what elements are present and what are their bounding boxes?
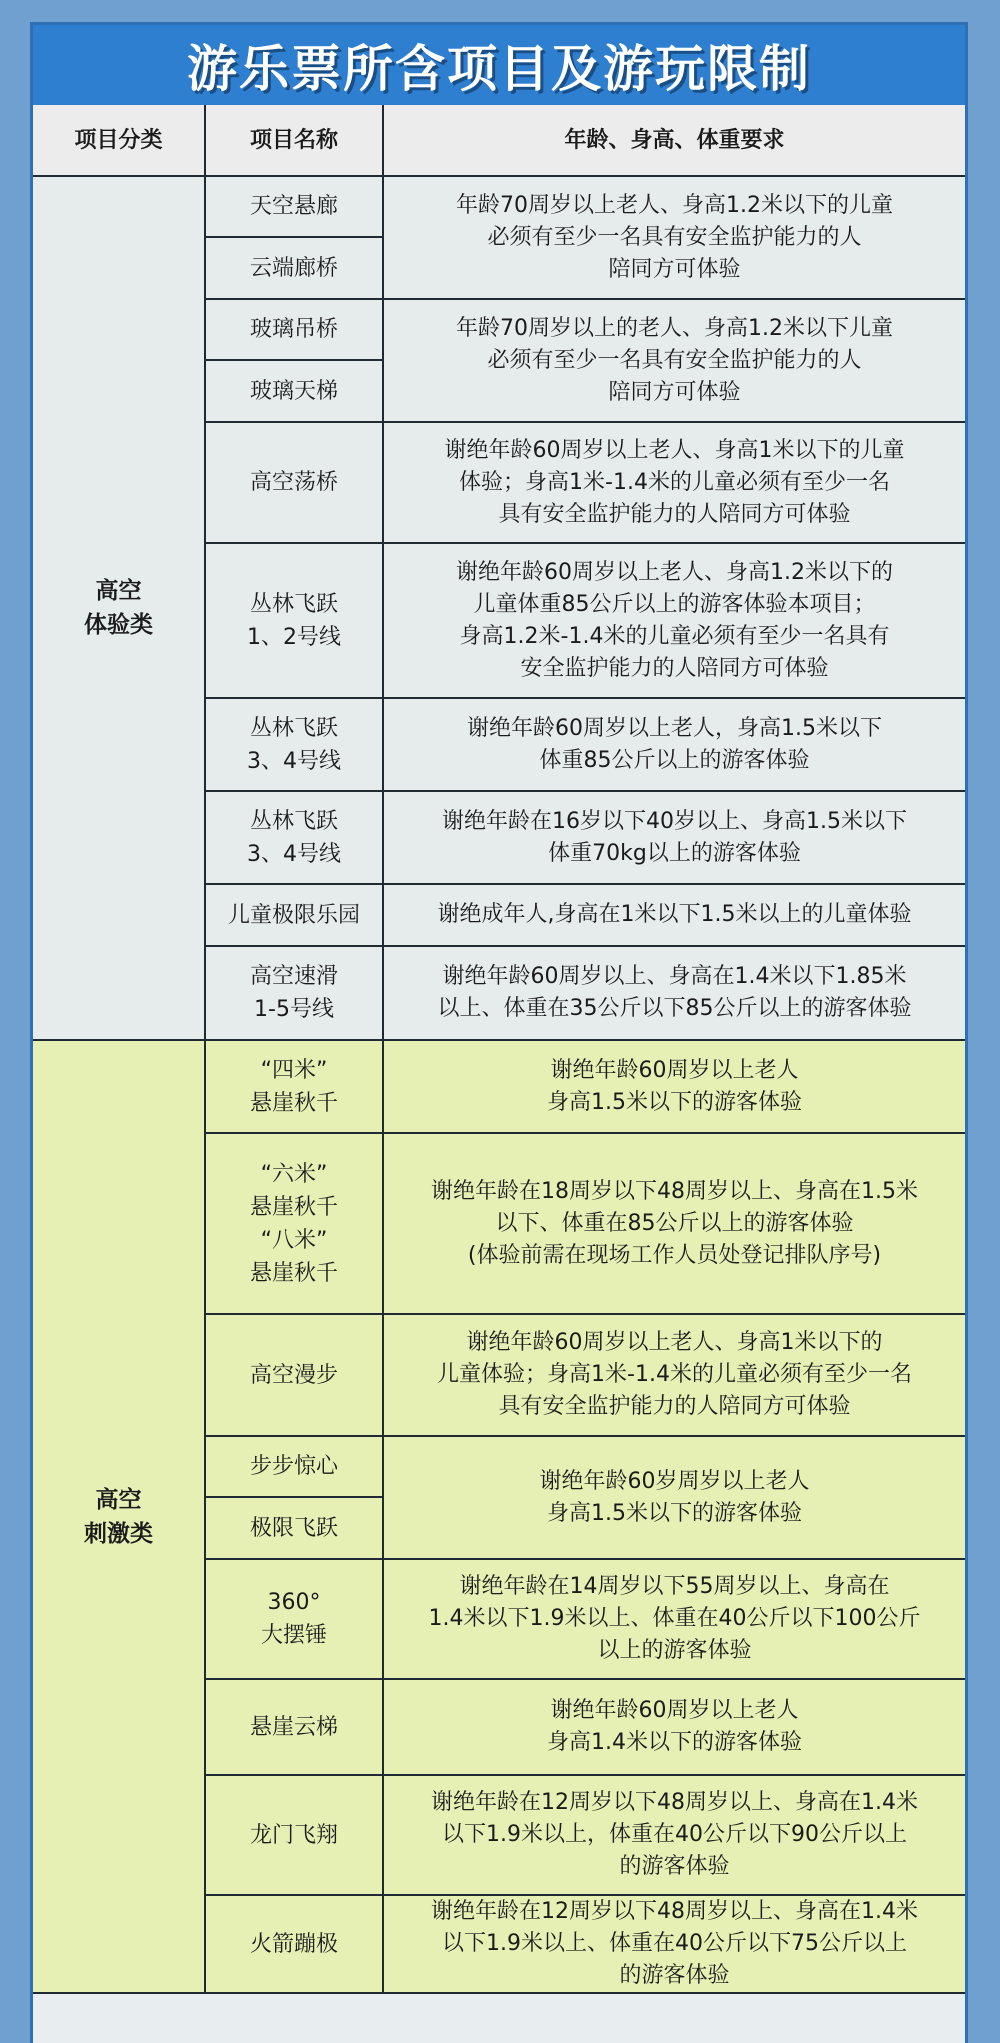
item-name: “四米” 悬崖秋千 bbox=[206, 1041, 384, 1134]
requirement-text: 谢绝年龄在16岁以下40岁以上、身高1.5米以下 体重70kg以上的游客体验 bbox=[384, 792, 965, 885]
title-bar bbox=[33, 25, 965, 105]
requirement-text: 谢绝年龄在12周岁以下48周岁以上、身高在1.4米 以下1.9米以上、体重在40公斤以下75公斤以上 的游客体验 bbox=[384, 1896, 965, 1994]
requirement-text: 谢绝年龄60周岁以上老人、身高1.2米以下的 儿童体重85公斤以上的游客体验本项目； 身高1.2米-1.4米的儿童必须有至少一名具有 安全监护能力的人陪同方可体验 bbox=[384, 544, 965, 699]
item-name: 玻璃天梯 bbox=[206, 361, 384, 423]
requirement-text: 谢绝年龄在12周岁以下48周岁以上、身高在1.4米 以下1.9米以上，体重在40公斤以下90公斤以上 的游客体验 bbox=[384, 1776, 965, 1896]
table-frame bbox=[30, 22, 968, 2043]
category-gaokong-ciji: 高空 刺激类 bbox=[33, 1041, 206, 1994]
requirement-text: 谢绝年龄60周岁以上老人 身高1.4米以下的游客体验 bbox=[384, 1680, 965, 1776]
requirement-text: 谢绝成年人,身高在1米以下1.5米以上的儿童体验 bbox=[384, 885, 965, 947]
item-name: 火箭蹦极 bbox=[206, 1896, 384, 1994]
item-name: 丛林飞跃 1、2号线 bbox=[206, 544, 384, 699]
item-name: 丛林飞跃 3、4号线 bbox=[206, 792, 384, 885]
item-name: 步步惊心 bbox=[206, 1437, 384, 1498]
item-name: 天空悬廊 bbox=[206, 177, 384, 238]
category-gaokong-tiyan: 高空 体验类 bbox=[33, 177, 206, 1041]
header-category: 项目分类 bbox=[33, 105, 206, 177]
requirement-text: 谢绝年龄60周岁以上老人 身高1.5米以下的游客体验 bbox=[384, 1041, 965, 1134]
requirement-text: 年龄70周岁以上老人、身高1.2米以下的儿童 必须有至少一名具有安全监护能力的人 陪同方可体验 bbox=[384, 177, 965, 300]
requirement-text: 谢绝年龄60岁周岁以上老人 身高1.5米以下的游客体验 bbox=[384, 1437, 965, 1560]
item-name: 高空荡桥 bbox=[206, 423, 384, 544]
item-name: 悬崖云梯 bbox=[206, 1680, 384, 1776]
header-name: 项目名称 bbox=[206, 105, 384, 177]
requirement-text: 谢绝年龄60周岁以上老人，身高1.5米以下 体重85公斤以上的游客体验 bbox=[384, 699, 965, 792]
requirement-text: 谢绝年龄60周岁以上老人、身高1米以下的 儿童体验；身高1米-1.4米的儿童必须有至少一名 具有安全监护能力的人陪同方可体验 bbox=[384, 1315, 965, 1437]
requirement-text: 谢绝年龄在18周岁以下48周岁以上、身高在1.5米 以下、体重在85公斤以上的游客体验 (体验前需在现场工作人员处登记排队序号) bbox=[384, 1134, 965, 1315]
item-name: 高空速滑 1-5号线 bbox=[206, 947, 384, 1041]
item-name: 360° 大摆锤 bbox=[206, 1560, 384, 1680]
item-name: 丛林飞跃 3、4号线 bbox=[206, 699, 384, 792]
requirement-text: 年龄70周岁以上的老人、身高1.2米以下儿童 必须有至少一名具有安全监护能力的人 陪同方可体验 bbox=[384, 300, 965, 423]
header-requirement: 年龄、身高、体重要求 bbox=[384, 105, 965, 177]
requirement-text: 谢绝年龄60周岁以上老人、身高1米以下的儿童 体验；身高1米-1.4米的儿童必须有至少一名 具有安全监护能力的人陪同方可体验 bbox=[384, 423, 965, 544]
requirement-text: 谢绝年龄在14周岁以下55周岁以上、身高在 1.4米以下1.9米以上、体重在40公斤以下100公斤 以上的游客体验 bbox=[384, 1560, 965, 1680]
item-name: 云端廊桥 bbox=[206, 238, 384, 300]
item-name: 高空漫步 bbox=[206, 1315, 384, 1437]
page-title: 游乐票所含项目及游玩限制 bbox=[187, 40, 811, 98]
item-name: 极限飞跃 bbox=[206, 1498, 384, 1560]
item-name: 儿童极限乐园 bbox=[206, 885, 384, 947]
restrictions-table bbox=[33, 105, 965, 1994]
item-name: 龙门飞翔 bbox=[206, 1776, 384, 1896]
item-name: “六米” 悬崖秋千 “八米” 悬崖秋千 bbox=[206, 1134, 384, 1315]
requirement-text: 谢绝年龄60周岁以上、身高在1.4米以下1.85米 以上、体重在35公斤以下85公斤以上的游客体验 bbox=[384, 947, 965, 1041]
item-name: 玻璃吊桥 bbox=[206, 300, 384, 361]
